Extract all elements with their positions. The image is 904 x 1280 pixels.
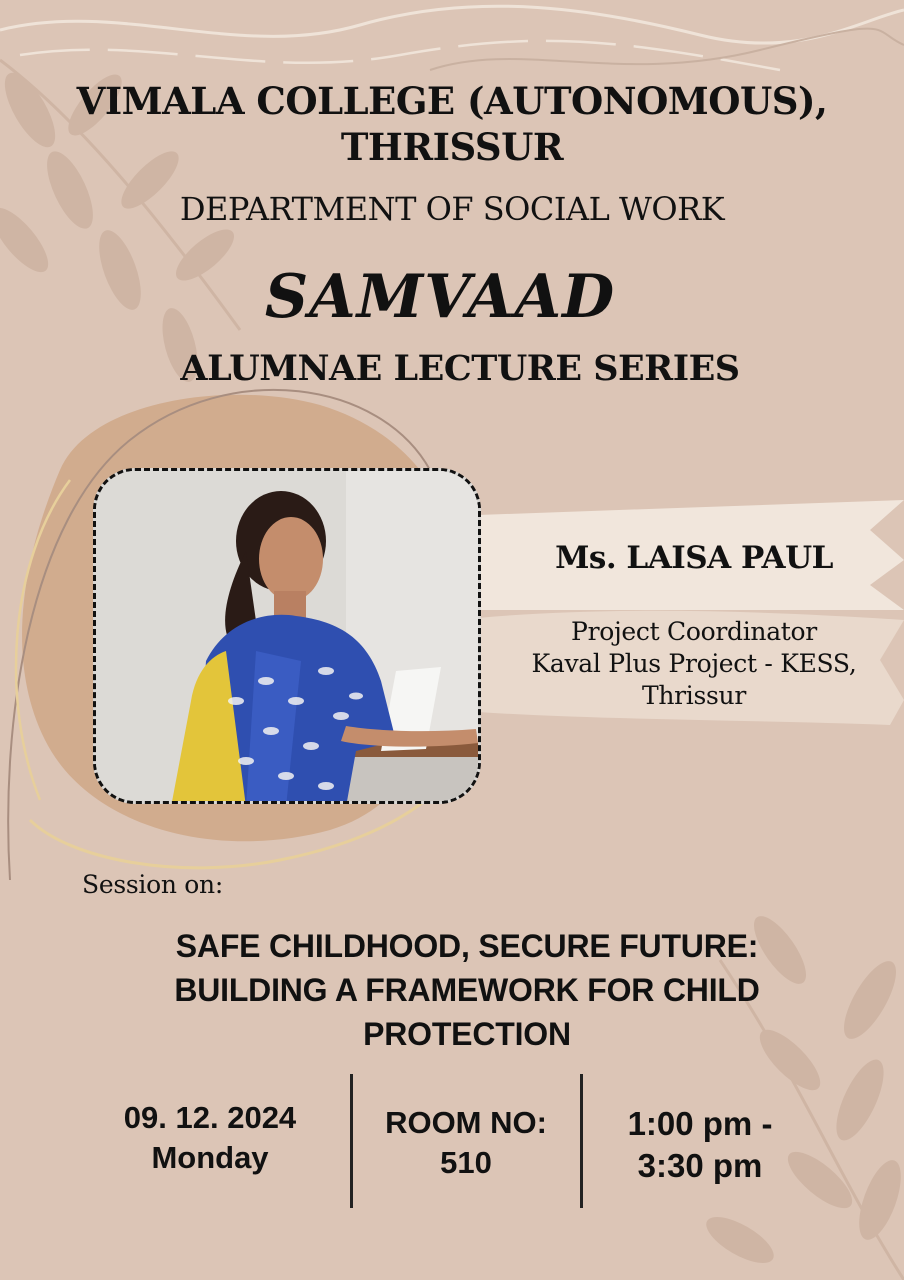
divider-left bbox=[350, 1074, 353, 1208]
session-topic bbox=[110, 924, 824, 1056]
speaker-photo bbox=[96, 471, 481, 804]
event-series: ALUMNAE LECTURE SERIES bbox=[180, 348, 740, 389]
session-topic-line1: SAFE CHILDHOOD, SECURE FUTURE: bbox=[175, 928, 759, 964]
room-number: 510 bbox=[440, 1145, 492, 1180]
session-topic-line3: PROTECTION bbox=[363, 1016, 571, 1052]
event-time bbox=[590, 1103, 810, 1187]
event-room bbox=[360, 1103, 572, 1183]
session-topic-line2: BUILDING A FRAMEWORK FOR CHILD bbox=[174, 972, 760, 1008]
speaker-role bbox=[484, 616, 904, 712]
college-name bbox=[0, 78, 904, 170]
event-title: SAMVAAD bbox=[264, 262, 616, 332]
college-name-line1: VIMALA COLLEGE (AUTONOMOUS), bbox=[76, 79, 828, 123]
speaker-photo-frame bbox=[93, 468, 481, 804]
time-start: 1:00 pm - bbox=[627, 1105, 773, 1142]
event-date bbox=[80, 1098, 340, 1178]
time-end: 3:30 pm bbox=[637, 1147, 763, 1184]
college-name-line2: THRISSUR bbox=[340, 125, 564, 169]
divider-right bbox=[580, 1074, 583, 1208]
speaker-role-line3: Thrissur bbox=[641, 681, 747, 710]
event-day: Monday bbox=[151, 1140, 269, 1175]
event-date-value: 09. 12. 2024 bbox=[123, 1100, 297, 1135]
speaker-role-line1: Project Coordinator bbox=[571, 617, 817, 646]
session-label: Session on: bbox=[82, 870, 223, 899]
speaker-name: Ms. LAISA PAUL bbox=[555, 540, 833, 576]
speaker-role-line2: Kaval Plus Project - KESS, bbox=[531, 649, 857, 678]
room-label: ROOM NO: bbox=[385, 1105, 547, 1140]
department-name: DEPARTMENT OF SOCIAL WORK bbox=[179, 190, 725, 228]
